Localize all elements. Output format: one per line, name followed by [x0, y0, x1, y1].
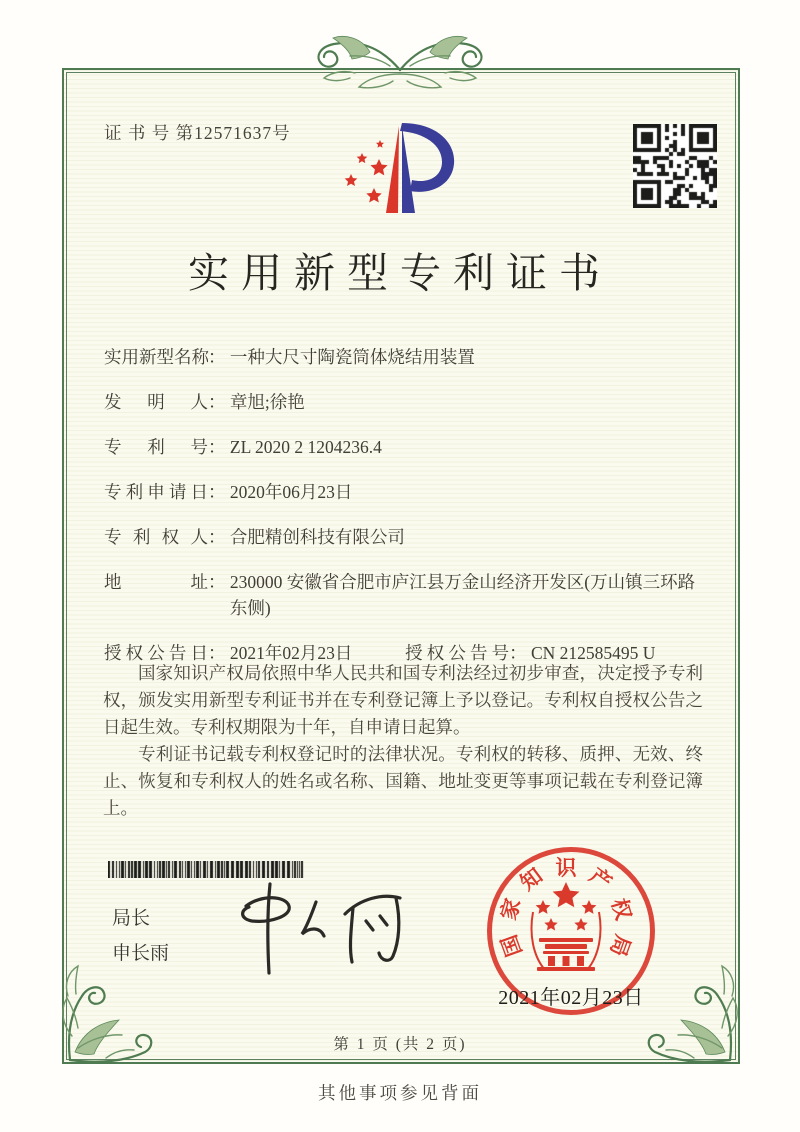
field-label: 专利权人 — [104, 527, 208, 547]
page-indicator: 第 1 页 (共 2 页) — [333, 1036, 467, 1053]
handwritten-signature-icon — [212, 876, 422, 981]
flourish-top-center-icon — [280, 28, 520, 94]
field-value: 2021年02月23日 — [229, 643, 353, 663]
field-value: 合肥精创科技有限公司 — [229, 527, 405, 547]
qr-code-icon — [633, 124, 717, 208]
certificate-number: 证 书 号 第12571637号 — [104, 123, 291, 143]
field-label: 专利申请日 — [104, 482, 208, 502]
field-row-name: 实用新型名称： 一种大尺寸陶瓷筒体烧结用装置 — [104, 344, 704, 370]
field-row-inventor: 发明人： 章旭;徐艳 — [104, 389, 704, 415]
footer-note: 其他事项参见背面 — [318, 1083, 482, 1103]
seal-character: 产 — [585, 863, 617, 896]
field-label: 授权公告日 — [104, 643, 208, 663]
seal-character: 局 — [605, 931, 636, 960]
signer-title: 局长 — [112, 908, 151, 929]
field-label: 授权公告号 — [405, 643, 510, 663]
field-row-filing-date: 专利申请日： 2020年06月23日 — [104, 479, 704, 505]
legal-paragraph-2: 专利证书记载专利权登记时的法律状况。专利权的转移、质押、无效、终止、恢复和专利权人的姓名或名称、国籍、地址变更等事项记载在专利登记簿上。 — [103, 744, 703, 818]
cnipa-logo-icon — [336, 110, 470, 218]
seal-character: 家 — [495, 895, 525, 923]
field-row-address: 地址： 230000 安徽省合肥市庐江县万金山经济开发区(万山镇三环路东侧) — [104, 569, 704, 621]
seal-date: 2021年02月23日 — [498, 987, 644, 1009]
field-value: 230000 安徽省合肥市庐江县万金山经济开发区(万山镇三环路东侧) — [229, 572, 696, 618]
field-label: 实用新型名称 — [104, 347, 209, 367]
field-label: 发明人 — [104, 392, 208, 412]
flourish-bottom-left-icon — [48, 962, 168, 1082]
field-value: CN 212585495 U — [531, 643, 656, 663]
signer-name: 申长雨 — [112, 943, 170, 964]
national-emblem-icon — [521, 872, 611, 976]
signer-block — [112, 901, 169, 971]
legal-paragraph-1: 国家知识产权局依照中华人民共和国专利法经过初步审查，决定授予专利权，颁发实用新型专利证书并在专利登记簿上予以登记。专利权自授权公告之日起生效。专利权期限为十年，自申请日起算。 — [103, 663, 703, 737]
field-value: 章旭;徐艳 — [229, 392, 305, 412]
seal-character: 知 — [515, 863, 547, 896]
seal-character: 识 — [555, 856, 577, 880]
legal-text — [103, 660, 703, 822]
field-value: ZL 2020 2 1204236.4 — [229, 437, 382, 457]
field-value: 一种大尺寸陶瓷筒体烧结用装置 — [229, 347, 475, 367]
seal-character: 国 — [496, 931, 527, 960]
field-label: 地址 — [104, 572, 208, 592]
field-label: 专利号 — [104, 437, 208, 457]
field-value: 2020年06月23日 — [229, 482, 353, 502]
seal-character: 权 — [607, 895, 637, 923]
field-list — [104, 344, 704, 685]
flourish-bottom-right-icon — [632, 962, 752, 1082]
field-row-patentee: 专利权人： 合肥精创科技有限公司 — [104, 524, 704, 550]
field-row-grant: 授权公告日： 2021年02月23日 授权公告号： CN 212585495 U — [104, 640, 704, 666]
certificate-title: 实用新型专利证书 — [188, 250, 612, 296]
field-row-patent-no: 专利号： ZL 2020 2 1204236.4 — [104, 434, 704, 460]
